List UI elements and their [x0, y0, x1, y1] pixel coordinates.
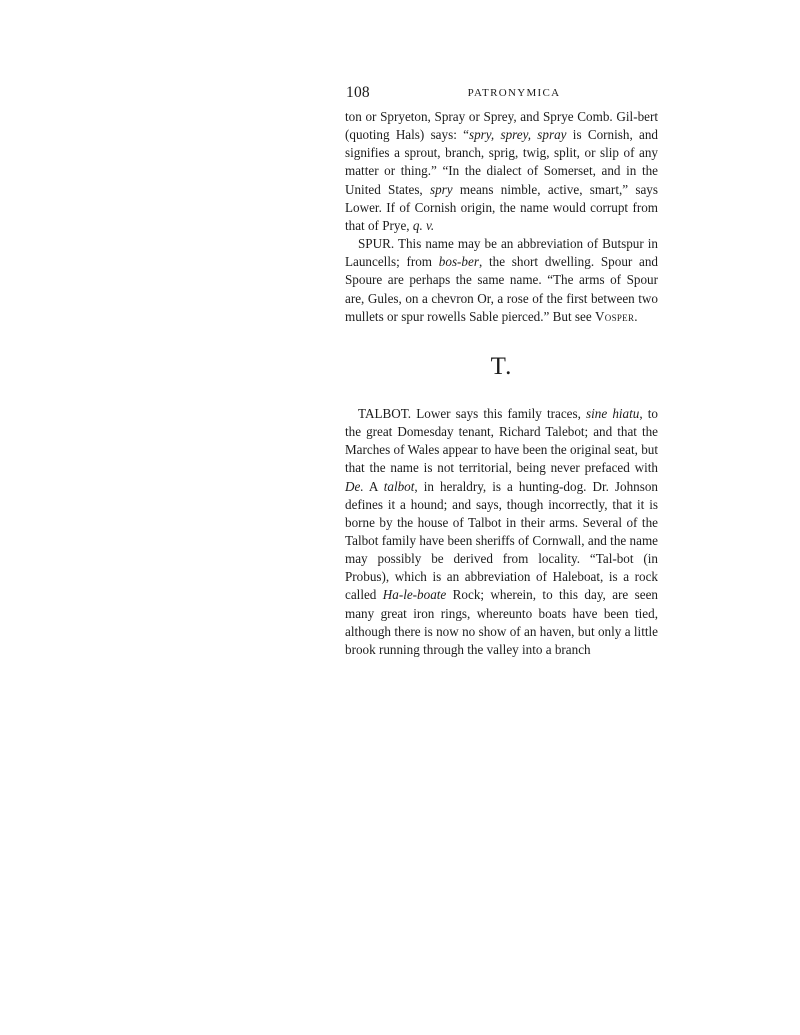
italic-run: spry, sprey, spray — [468, 127, 567, 143]
entry-headword: TALBOT. — [358, 405, 412, 421]
italic-run: De. — [345, 478, 364, 494]
text-run: is Cornish, and signifies a sprout, branch, sprig, twig, split, or slip of any matter or thing.” “In the dialect of Somerset, and in the United States, — [345, 127, 659, 197]
body-text — [345, 108, 658, 659]
spur-entry — [345, 235, 658, 326]
running-title: PATRONYMICA — [467, 87, 561, 99]
talbot-entry — [345, 405, 658, 659]
text-run: , in heraldry, is a hunting-dog. Dr. Johnson defines it a hound; and says, though incorrectly, that it is borne by the house of Talbot in their arms. Several of the Talbot family have been sheriffs of Cornwall, and the name may possibly be derived from locality. “Tal-bot (in Probus), which is an abbreviation of Haleboat, is a rock called — [345, 478, 659, 603]
text-run: Lower says this family traces, — [411, 405, 587, 421]
section-letter: T. — [490, 352, 513, 380]
text-run: means nimble, active, smart,” says Lower. If of Cornish origin, the name would corrupt from that of Prye, — [345, 181, 658, 233]
running-head — [345, 84, 658, 104]
italic-run: talbot — [383, 478, 415, 494]
text-run: . — [634, 308, 638, 324]
italic-run: bos-ber — [438, 254, 479, 270]
italic-run: Ha-le-boate — [382, 587, 447, 603]
book-page — [345, 84, 658, 659]
spry-entry-continuation — [345, 108, 658, 235]
entry-headword: SPUR. — [358, 236, 395, 252]
text-run: A — [363, 478, 384, 494]
italic-run: q. v. — [412, 217, 435, 233]
text-run: This name may be an abbreviation of Butspur in Launcells; from — [345, 236, 658, 270]
text-run: , to the great Domesday tenant, Richard Talebot; and that the Marches of Wales appear to have been the original seat, but that the name is not territorial, being never prefaced with — [345, 405, 658, 476]
page-number: 108 — [346, 84, 370, 101]
italic-run: sine hiatu — [586, 405, 640, 421]
cross-reference: Vosper — [594, 308, 635, 324]
text-run: Rock; wherein, to this day, are seen many great iron rings, whereunto boats have been tied, although there is now no show of an haven, but only a little brook running through the valley into a branch — [345, 587, 658, 657]
section-heading — [345, 352, 658, 382]
text-run: ton or Spryeton, Spray or Sprey, and Sprye Comb. Gil-bert (quoting Hals) says: “ — [345, 109, 658, 143]
italic-run: spry — [430, 181, 453, 197]
text-run: , the short dwelling. Spour and Spoure are perhaps the same name. “The arms of Spour are, Gules, on a chevron Or, a rose of the first between two mullets or spur rowells Sable pierced.” But see — [345, 254, 658, 324]
